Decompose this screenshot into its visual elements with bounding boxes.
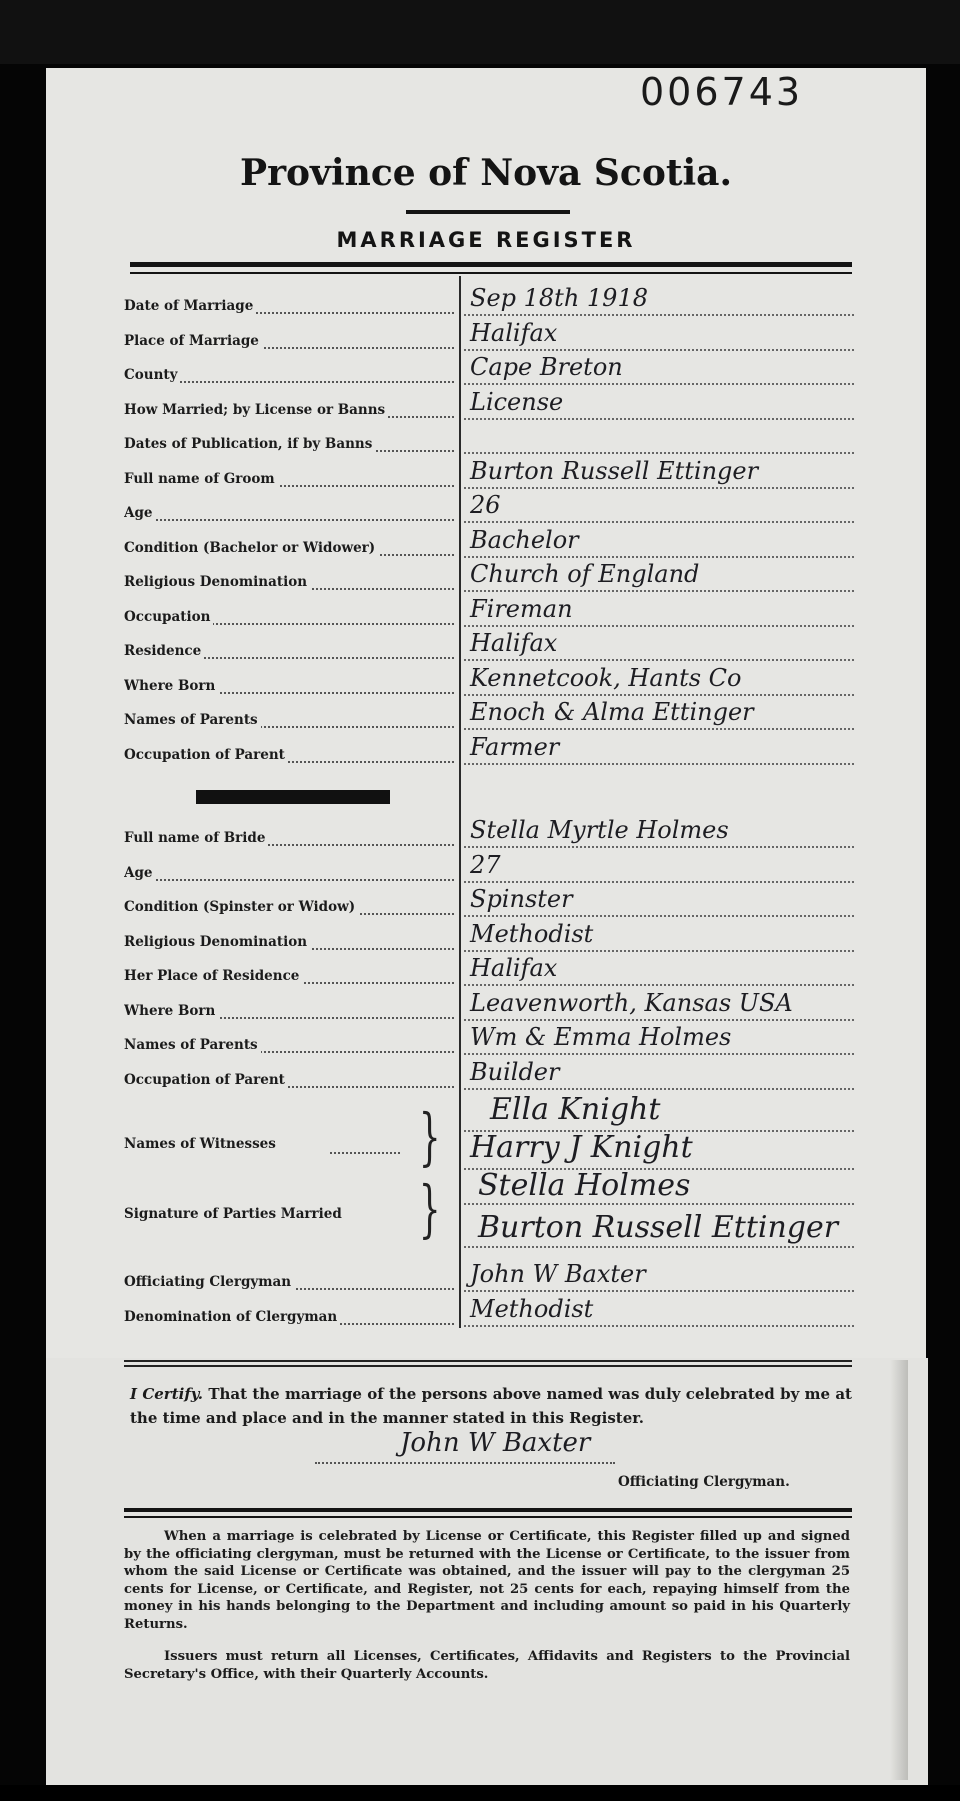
field-label: Names of Parents: [124, 712, 261, 728]
entry-line: [464, 1290, 854, 1292]
field-label: County: [124, 367, 180, 383]
field-label: Names of Parents: [124, 1037, 261, 1053]
entry-line: [464, 1053, 854, 1055]
handwritten-entry: Kennetcook, Hants Co: [470, 663, 742, 692]
row-label: [124, 402, 454, 418]
party-line-1: [464, 1203, 854, 1205]
row-label: [124, 712, 454, 728]
handwritten-entry: Church of England: [470, 560, 700, 588]
row-label: [124, 968, 454, 984]
handwritten-entry: Stella Myrtle Holmes: [470, 816, 729, 844]
entry-line: [464, 915, 854, 917]
field-label: Occupation: [124, 609, 213, 625]
row-label: [124, 471, 454, 487]
row-label: [124, 643, 454, 659]
row-label: [124, 830, 454, 846]
entry-line: [464, 846, 854, 848]
handwritten-entry: Farmer: [470, 732, 560, 761]
row-label: [124, 747, 454, 763]
certify-rule: [124, 1360, 852, 1362]
row-label: [124, 865, 454, 881]
field-label: Age: [124, 505, 156, 521]
top-border: [0, 0, 960, 64]
header-rule: [130, 262, 852, 267]
register-stamp-number: 006743: [640, 70, 804, 114]
handwritten-entry: 26: [470, 491, 501, 519]
field-label: Place of Marriage: [124, 333, 262, 349]
handwritten-entry: Halifax: [470, 318, 558, 347]
handwritten-entry: Leavenworth, Kansas USA: [470, 988, 793, 1017]
entry-line: [464, 984, 854, 986]
title-underline: [406, 210, 570, 214]
witnesses-dots: [330, 1152, 400, 1154]
witnesses-label: Names of Witnesses: [124, 1136, 454, 1152]
field-label: Denomination of Clergyman: [124, 1309, 340, 1325]
handwritten-entry: Burton Russell Ettinger: [470, 456, 759, 485]
handwritten-entry: Sep 18th 1918: [470, 284, 648, 312]
bottom-border: [0, 1785, 960, 1801]
row-label: [124, 1003, 454, 1019]
parties-label: Signature of Parties Married: [124, 1206, 454, 1222]
row-label: [124, 1309, 454, 1325]
party-signature-bride: Stella Holmes: [478, 1168, 691, 1203]
issuers-paragraph: Issuers must return all Licenses, Certificates, Affidavits and Registers to the Provincial Secretary's Office, with their Quarterly Accounts.: [124, 1649, 850, 1682]
party-signature-groom: Burton Russell Ettinger: [478, 1210, 839, 1245]
entry-line: [464, 487, 854, 489]
row-label: [124, 367, 454, 383]
section-separator-bar: [196, 790, 390, 804]
row-label: [124, 574, 454, 590]
field-label: Full name of Groom: [124, 471, 278, 487]
header-rule-thin: [130, 272, 852, 274]
row-label: [124, 505, 454, 521]
field-label: Full name of Bride: [124, 830, 268, 846]
row-label: [124, 934, 454, 950]
handwritten-entry: Spinster: [470, 885, 573, 913]
row-label: [124, 899, 454, 915]
witnesses-brace: }: [418, 1100, 441, 1173]
handwritten-entry: Wm & Emma Holmes: [470, 1023, 732, 1051]
entry-line: [464, 950, 854, 952]
witness-line-1: [464, 1130, 854, 1132]
entry-line: [464, 521, 854, 523]
field-label: Where Born: [124, 1003, 218, 1019]
field-label: Age: [124, 865, 156, 881]
row-label: [124, 1274, 454, 1290]
field-label: Occupation of Parent: [124, 747, 288, 763]
row-label: [124, 1072, 454, 1088]
handwritten-entry: Builder: [470, 1057, 560, 1086]
field-label: Condition (Spinster or Widow): [124, 899, 358, 915]
entry-line: [464, 314, 854, 316]
handwritten-entry: Fireman: [470, 594, 573, 623]
entry-line: [464, 881, 854, 883]
parties-brace: }: [418, 1172, 441, 1245]
entry-line: [464, 383, 854, 385]
field-label: Condition (Bachelor or Widower): [124, 540, 378, 556]
instructions-rule-thin: [124, 1516, 852, 1518]
field-label: Where Born: [124, 678, 218, 694]
witness-name-1: Ella Knight: [490, 1092, 661, 1127]
handwritten-entry: Methodist: [470, 1294, 594, 1323]
row-label: [124, 678, 454, 694]
document-subtitle: MARRIAGE REGISTER: [336, 228, 636, 252]
witness-name-2: Harry J Knight: [470, 1130, 693, 1165]
entry-line: [464, 728, 854, 730]
field-label: Residence: [124, 643, 204, 659]
handwritten-entry: Halifax: [470, 954, 558, 982]
certify-rule-2: [124, 1365, 852, 1367]
entry-line: [464, 1019, 854, 1021]
field-label: Occupation of Parent: [124, 1072, 288, 1088]
signature-label: Officiating Clergyman.: [618, 1474, 790, 1490]
row-label: [124, 436, 454, 452]
handwritten-entry: 27: [470, 850, 501, 879]
row-label: [124, 609, 454, 625]
field-label: Dates of Publication, if by Banns: [124, 436, 375, 452]
entry-line: [464, 694, 854, 696]
instructions-rule: [124, 1508, 852, 1512]
row-label: [124, 1037, 454, 1053]
entry-line: [464, 625, 854, 627]
entry-line: [464, 1088, 854, 1090]
entry-line: [464, 1325, 854, 1327]
clergy-signature: John W Baxter: [400, 1428, 591, 1458]
field-label: Her Place of Residence: [124, 968, 302, 984]
entry-line: [464, 452, 854, 454]
certify-lead: I Certify.: [130, 1385, 204, 1403]
column-divider: [459, 276, 461, 1328]
field-label: Officiating Clergyman: [124, 1274, 294, 1290]
row-label: [124, 333, 454, 349]
row-label: [124, 298, 454, 314]
entry-line: [464, 349, 854, 351]
entry-line: [464, 763, 854, 765]
row-label: [124, 540, 454, 556]
handwritten-entry: Methodist: [470, 919, 594, 948]
signature-line: [315, 1462, 615, 1464]
document-title: Province of Nova Scotia.: [240, 152, 732, 194]
entry-line: [464, 556, 854, 558]
handwritten-entry: Enoch & Alma Ettinger: [470, 698, 754, 726]
handwritten-entry: John W Baxter: [470, 1260, 646, 1288]
instructions-paragraph: When a marriage is celebrated by License or Certificate, this Register filled up and signed by the officiating clergyman, must be returned with the License or Certificate, to the issuer from whom the said License or Certificate was obtained, and the issuer will pay to the clergyman 25 cents for License, or Certificate, and Register, not 25 cents for each, repaying himself from the money in his hands belonging to the Department and including amount so paid in his Quarterly Returns.: [124, 1529, 850, 1632]
handwritten-entry: License: [470, 387, 564, 416]
entry-line: [464, 659, 854, 661]
party-line-2: [464, 1246, 854, 1248]
field-label: How Married; by License or Banns: [124, 402, 388, 418]
certify-body: That the marriage of the persons above named was duly celebrated by me at the time and place and in the manner stated in this Register.: [130, 1385, 852, 1427]
entry-line: [464, 418, 854, 420]
field-label: Date of Marriage: [124, 298, 256, 314]
handwritten-entry: Cape Breton: [470, 353, 623, 381]
handwritten-entry: Halifax: [470, 629, 558, 657]
field-label: Religious Denomination: [124, 934, 310, 950]
paper-fold: [890, 1360, 908, 1780]
handwritten-entry: Bachelor: [470, 525, 579, 554]
field-label: Religious Denomination: [124, 574, 310, 590]
certification-text: [130, 1382, 852, 1430]
entry-line: [464, 590, 854, 592]
